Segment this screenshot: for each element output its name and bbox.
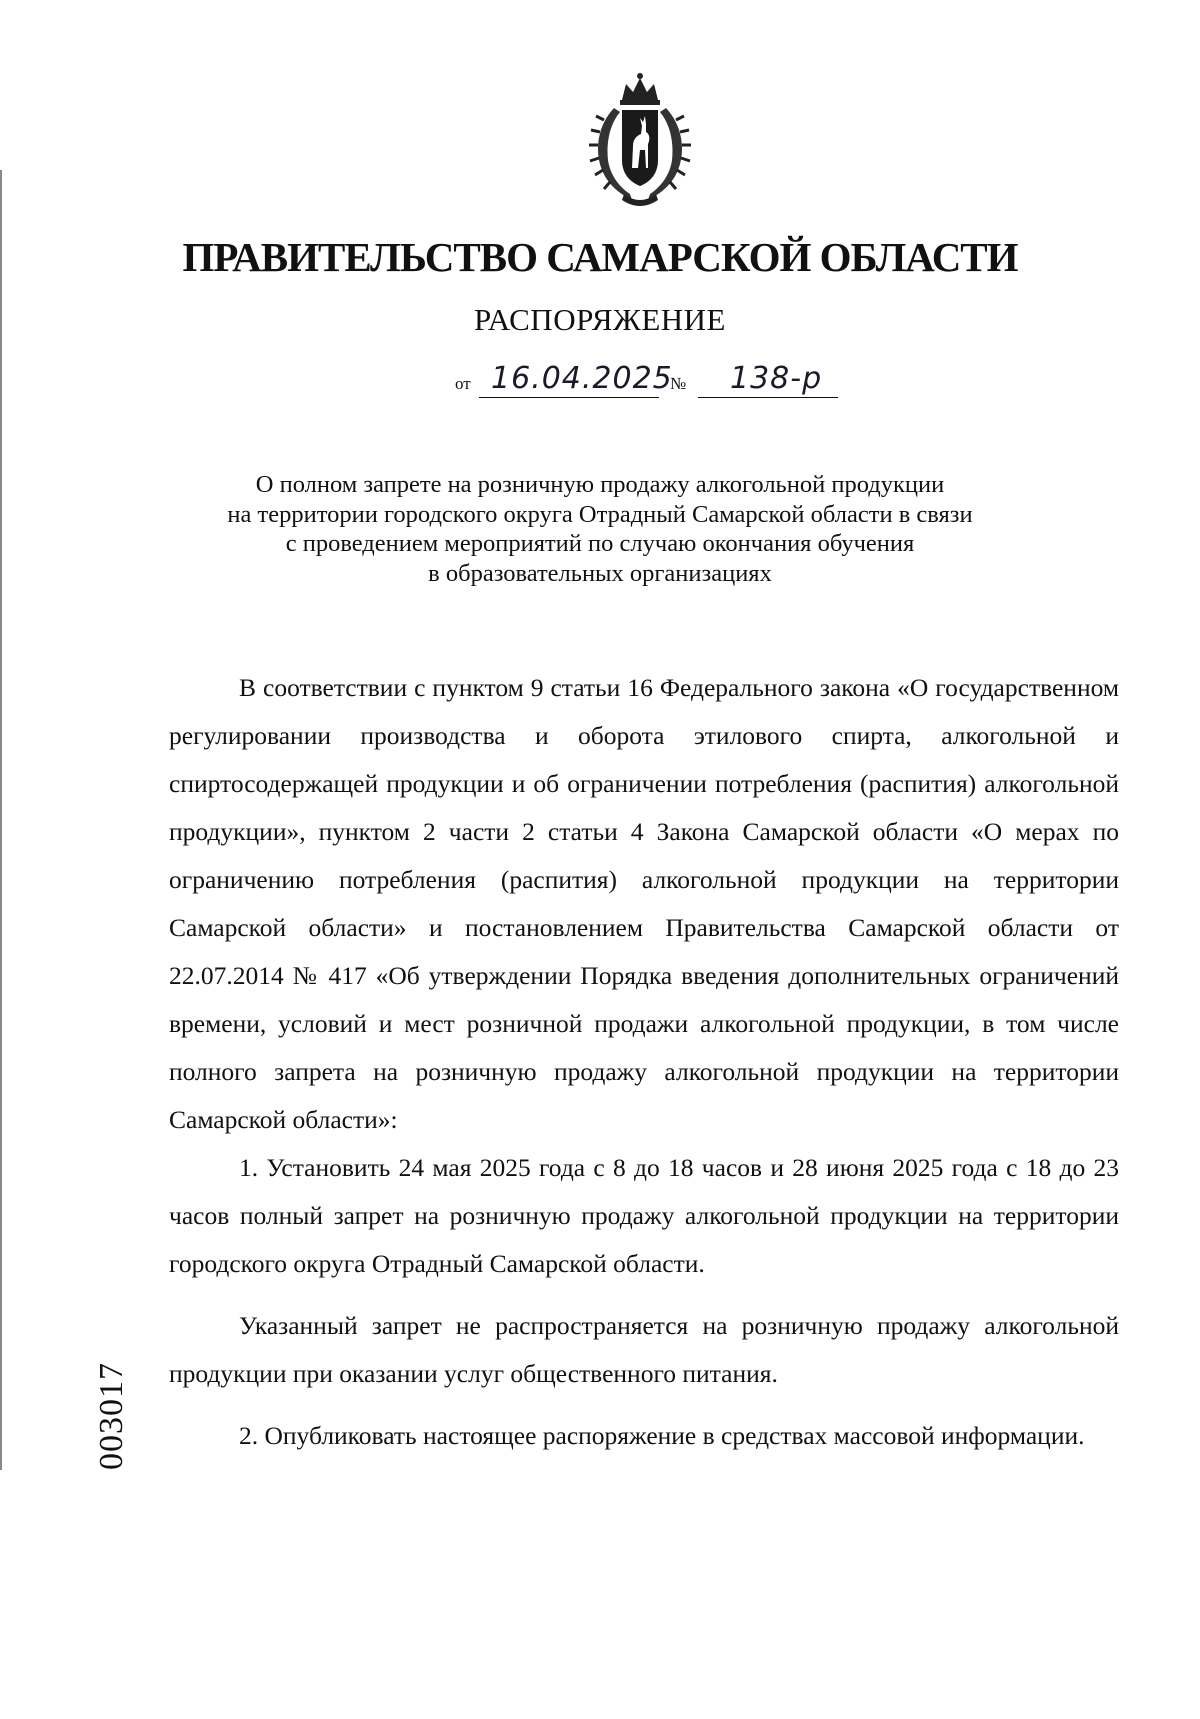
heading-line: на территории городского округа Отрадный Самарской области в связи <box>227 500 973 528</box>
side-registration-code: 003017 <box>93 1362 130 1470</box>
date-value: 16.04.2025 <box>491 361 673 396</box>
document-type: РАСПОРЯЖЕНИЕ <box>474 302 726 337</box>
date-number-line <box>455 362 875 402</box>
organization-title: ПРАВИТЕЛЬСТВО САМАРСКОЙ ОБЛАСТИ <box>182 234 1018 280</box>
preamble-paragraph: В соответствии с пунктом 9 статьи 16 Федерального закона «О государственном регулировании производства и оборота этилового спирта, алкогольной и спиртосодержащей продукции и об ограничении потребления (распития) алкогольной продукции», пунктом 2 части 2 статьи 4 Закона Самарской области «О мерах по ограничению потребления (распития) алкогольной продукции на территории Самарской области» и постановлением Правительства Самарской области от 22.07.2014 № 417 «Об утверждении Порядка введения дополнительных ограничений времени, условий и мест розничной продажи алкогольной продукции, в том числе полного запрета на розничную продажу алкогольной продукции на территории Самарской области»: <box>169 673 1119 1134</box>
date-underline <box>479 397 659 398</box>
number-underline <box>698 397 838 398</box>
date-prefix: от <box>455 374 471 393</box>
document-heading <box>180 470 1020 588</box>
exception-paragraph: Указанный запрет не распространяется на розничную продажу алкогольной продукции при оказании услуг общественного питания. <box>169 1311 1119 1388</box>
scan-edge-line <box>0 170 2 1470</box>
number-value: 138-р <box>730 361 823 396</box>
heading-line: О полном запрете на розничную продажу алкогольной продукции <box>255 471 945 498</box>
heading-line: с проведением мероприятий по случаю окончания обучения <box>285 530 915 557</box>
number-prefix: № <box>670 374 687 393</box>
heading-line: в образовательных организациях <box>428 559 772 587</box>
samara-coat-of-arms-icon <box>580 70 700 210</box>
clause-2-paragraph: 2. Опубликовать настоящее распоряжение в средствах массовой информации. <box>239 1421 1085 1450</box>
clause-1-paragraph: 1. Установить 24 мая 2025 года с 8 до 18 часов и 28 июня 2025 года с 18 до 23 часов полный запрет на розничную продажу алкогольной продукции на территории городского округа Отрадный Самарской области. <box>169 1153 1119 1278</box>
document-body <box>169 664 1119 1460</box>
